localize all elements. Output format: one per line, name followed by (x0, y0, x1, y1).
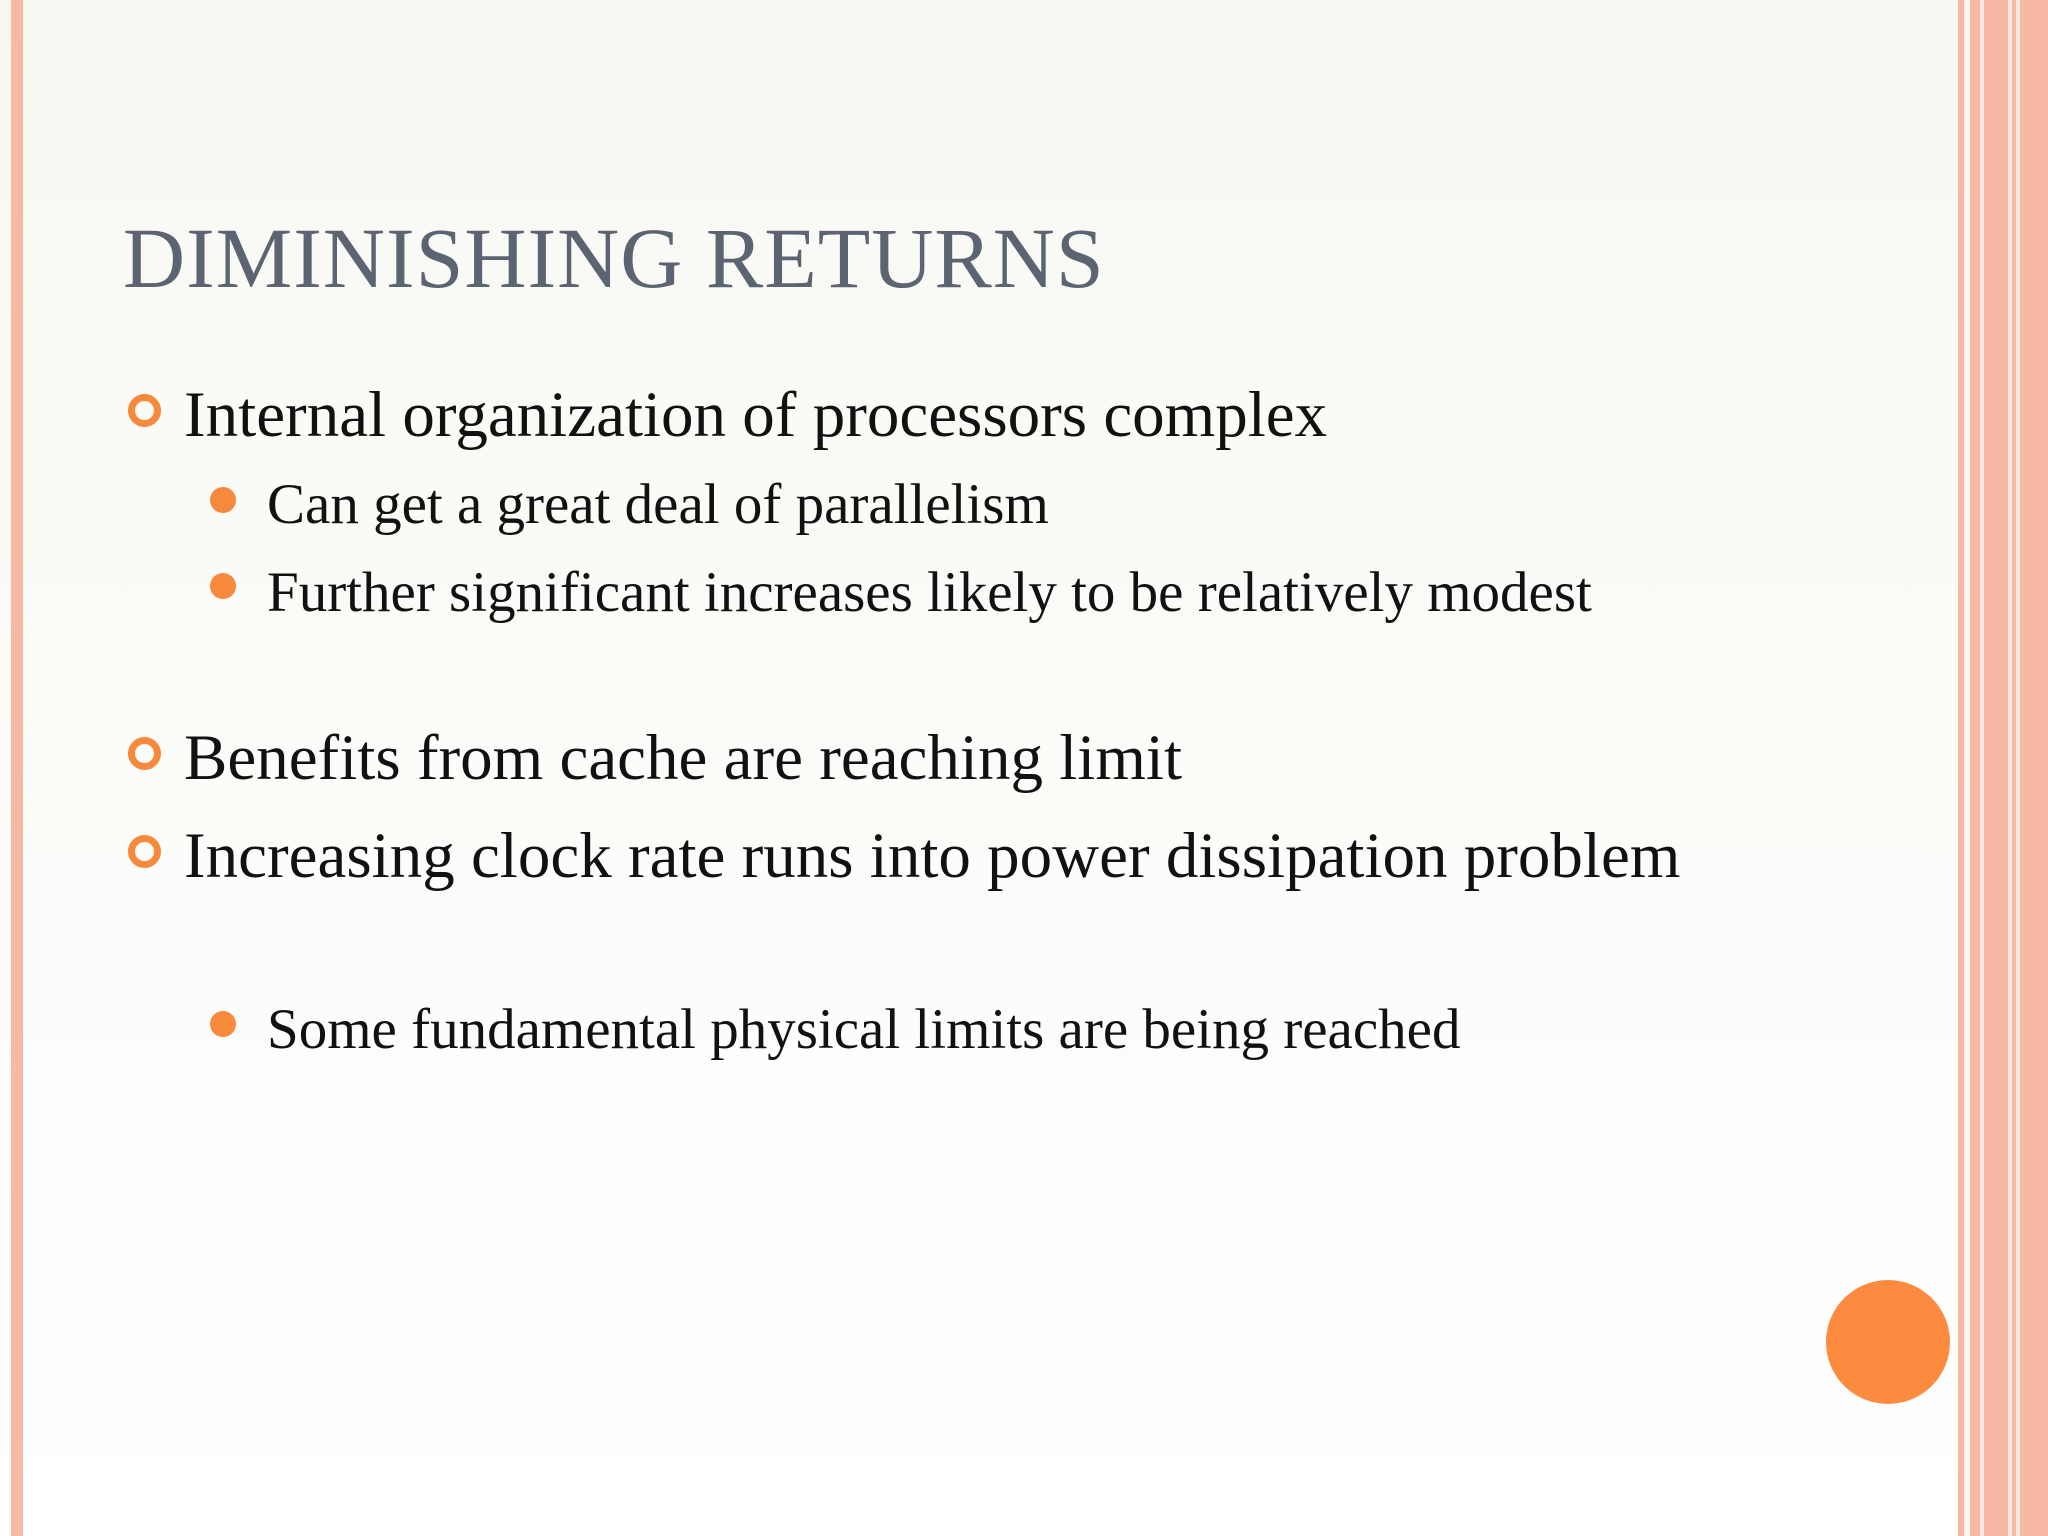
bullet-item: Increasing clock rate runs into power dissipation problem (184, 820, 1681, 892)
ring-bullet-icon (128, 394, 161, 427)
dot-bullet-icon (210, 1011, 236, 1037)
sub-bullet-item: Further significant increases likely to be relatively modest (267, 561, 1592, 624)
bullet-item: Benefits from cache are reaching limit (184, 722, 1183, 794)
bullet-item: Internal organization of processors complex (184, 379, 1328, 451)
slide-title: DIMINISHING RETURNS (123, 210, 1105, 306)
ring-bullet-icon (128, 737, 161, 770)
sub-bullet-item: Some fundamental physical limits are being reached (267, 998, 1461, 1061)
dot-bullet-icon (210, 573, 236, 599)
ring-bullet-icon (128, 835, 161, 868)
dot-bullet-icon (210, 487, 236, 513)
sub-bullet-item: Can get a great deal of parallelism (267, 473, 1049, 536)
